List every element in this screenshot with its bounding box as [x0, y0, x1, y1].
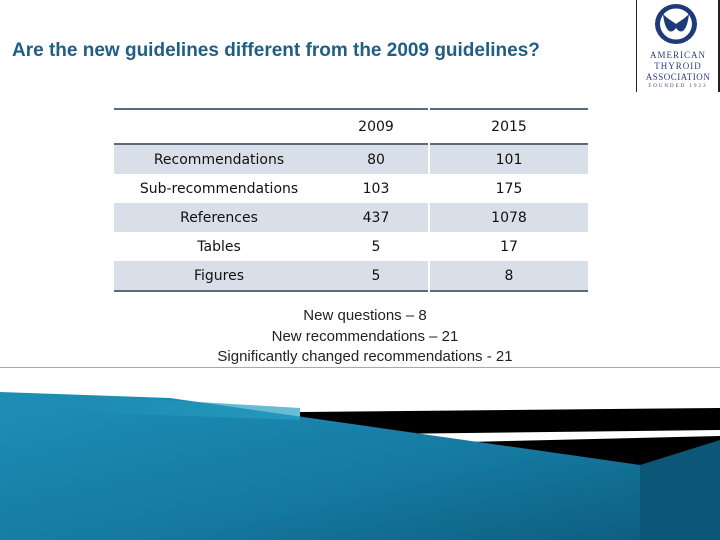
note-changed-recommendations: Significantly changed recommendations - 21 — [217, 348, 513, 365]
value-2015: 1078 — [491, 209, 527, 226]
row-label: References — [180, 209, 258, 226]
value-2015: 8 — [504, 267, 514, 284]
slide-title: Are the new guidelines different from the 2009 guidelines? — [12, 40, 540, 61]
value-2009: 437 — [324, 203, 429, 232]
value-2009: 80 — [324, 144, 429, 174]
logo-founded: FOUNDED 1923 — [648, 84, 708, 89]
header-cell-2015: 2015 — [491, 118, 527, 135]
value-2015: 17 — [500, 238, 518, 255]
row-label: Tables — [197, 238, 241, 255]
value-2009: 5 — [324, 232, 429, 261]
row-label: Figures — [193, 267, 245, 284]
value-2015: 101 — [495, 151, 523, 168]
note-new-questions: New questions – 8 — [303, 307, 427, 324]
logo-text-line2: THYROID — [654, 61, 702, 71]
value-2009: 103 — [324, 174, 429, 203]
header-cell-2009: 2009 — [324, 109, 429, 144]
row-label: Recommendations — [153, 151, 285, 168]
row-label: Sub-recommendations — [139, 180, 299, 197]
logo-text-line3: ASSOCIATION — [645, 72, 711, 82]
value-2015: 175 — [495, 180, 523, 197]
logo-text-line1: AMERICAN — [649, 50, 706, 60]
note-new-recommendations: New recommendations – 21 — [271, 327, 459, 345]
value-2009: 5 — [324, 261, 429, 291]
